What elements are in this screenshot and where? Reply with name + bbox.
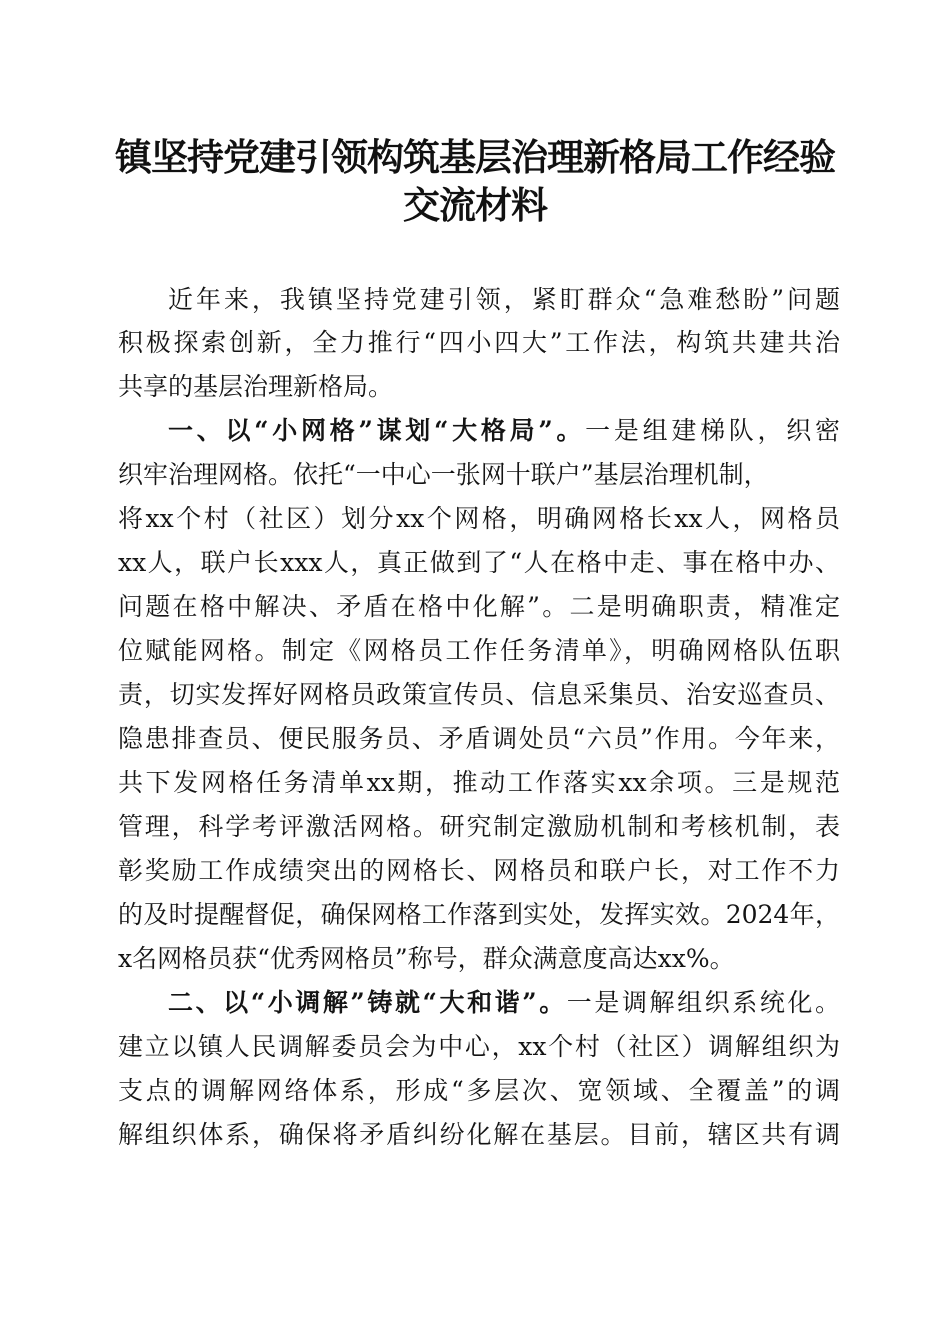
- section1-line-11: 彰奖励工作成绩突出的网格长、网格员和联户长，对工作不力: [118, 856, 840, 885]
- section2-line-2: 建立以镇人民调解委员会为中心，xx个村（社区）调解组织为: [118, 1032, 840, 1061]
- section1-line-5: 问题在格中解决、矛盾在格中化解”。二是明确职责，精准定: [118, 592, 840, 621]
- section1-line-2: 织牢治理网格。依托“一中心一张网十联户”基层治理机制，: [118, 460, 769, 489]
- section2-first-line: [168, 990, 840, 1015]
- section2-first-line-rest: 一是调解组织系统化。: [566, 988, 840, 1017]
- section2-line-3: 支点的调解网络体系，形成“多层次、宽领域、全覆盖”的调: [118, 1076, 840, 1105]
- section1-line-10: 管理，科学考评激活网格。研究制定激励机制和考核机制，表: [118, 812, 840, 841]
- section1-line-13: x名网格员获“优秀网格员”称号，群众满意度高达xx%。: [118, 944, 735, 973]
- document-title-line-2: 交流材料: [403, 183, 547, 227]
- section1-line-7: 责，切实发挥好网格员政策宣传员、信息采集员、治安巡查员、: [118, 680, 840, 709]
- section1-line-9: 共下发网格任务清单xx期，推动工作落实xx余项。三是规范: [118, 768, 840, 797]
- document-title-line-1: 镇坚持党建引领构筑基层治理新格局工作经验: [115, 135, 835, 179]
- section1-line-8: 隐患排查员、便民服务员、矛盾调处员“六员”作用。今年来，: [118, 724, 840, 753]
- section1-line-12: 的及时提醒督促，确保网格工作落到实处，发挥实效。2024年，: [118, 900, 840, 929]
- section2-line-4: 解组织体系，确保将矛盾纠纷化解在基层。目前，辖区共有调: [118, 1120, 840, 1149]
- intro-line-3: 共享的基层治理新格局。: [118, 372, 394, 401]
- intro-line-2: 积极探索创新，全力推行“四小四大”工作法，构筑共建共治: [118, 328, 840, 357]
- section1-heading: 一、以“小网格”谋划“大格局”。: [168, 416, 586, 445]
- intro-line-1: 近年来，我镇坚持党建引领，紧盯群众“急难愁盼”问题: [168, 285, 840, 314]
- section1-line-3: 将xx个村（社区）划分xx个网格，明确网格长xx人，网格员: [118, 504, 840, 533]
- section1-first-line-rest: 一是组建梯队，织密: [585, 416, 840, 445]
- section1-line-4: xx人，联户长xxx人，真正做到了“人在格中走、事在格中办、: [118, 548, 840, 577]
- section1-first-line: [168, 418, 840, 443]
- section1-line-6: 位赋能网格。制定《网格员工作任务清单》，明确网格队伍职: [118, 636, 840, 665]
- section2-heading: 二、以“小调解”铸就“大和谐”。: [168, 988, 567, 1017]
